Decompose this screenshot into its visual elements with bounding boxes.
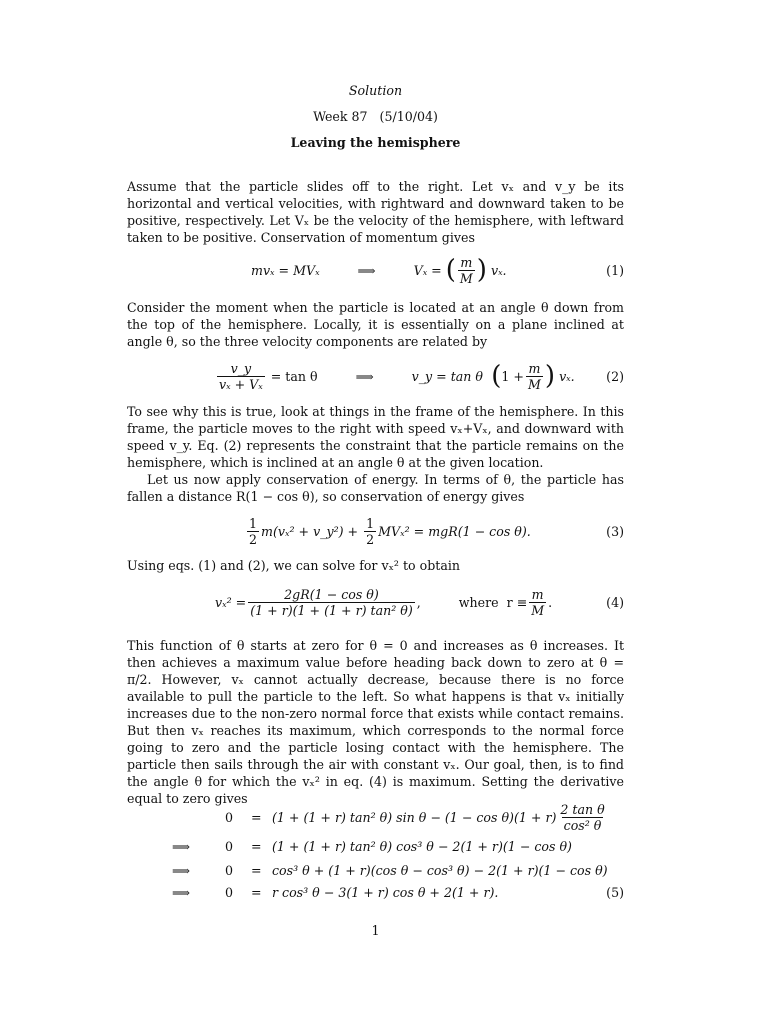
eq5-row-2-rhs: (1 + (1 + r) tan² θ) cos³ θ − 2(1 + r)(1 − cos θ) (272, 838, 572, 854)
page-number: 1 (371, 923, 380, 938)
eq1-left: mvₓ = MVₓ (251, 262, 320, 278)
eq3-number: (3) (606, 523, 624, 539)
eq5-row-3: ⟹ 0 = cos³ θ + (1 + r)(cos θ − cos³ θ) − 2(1 + r)(1 − cos θ) (172, 862, 608, 878)
eq2-arrow: ⟹ (355, 368, 374, 384)
eq5-row-1-rhs: (1 + (1 + r) tan² θ) sin θ − (1 − cos θ)(1 + r) (272, 809, 557, 825)
eq4-num: 2gR(1 − cos θ) (284, 586, 379, 602)
eq5-number: (5) (606, 884, 624, 900)
eq4-period: . (548, 594, 553, 610)
eq4-comma: , (416, 594, 421, 610)
paragraph-3: To see why this is true, look at things in the frame of the hemisphere. In this frame, the particle moves to the right with speed vₓ+Vₓ, and downward with speed v_y. Eq. (2) represents the constraint that the particle remains on the hemisphere, which is inclined at an angle θ at the given location. (127, 404, 624, 470)
eq2-frac-den: vₓ + Vₓ (219, 376, 263, 392)
eq1-number: (1) (606, 262, 624, 278)
paragraph-4: Let us now apply conservation of energy. In terms of θ, the particle has fallen a distance R(1 − cos θ), so conservation of energy gives (127, 472, 624, 504)
eq4-where: where r ≡ (458, 594, 528, 610)
eq5-row-3-rhs: cos³ θ + (1 + r)(cos θ − cos³ θ) − 2(1 + r)(1 − cos θ) (272, 862, 608, 878)
equation-4 (127, 580, 624, 624)
eq2-fraction (217, 361, 265, 392)
eq2-frac2-den: M (527, 376, 541, 392)
eq3-half-1: $\frac{1}{2}$ (249, 515, 258, 547)
equation-2: $\frac{v\_y}{\text{vₓ + Vₓ}}$ = tan θ ⟹ v_y = tan θ ( 1 + $\frac{m}{M}$ ) vₓ. (2) (127, 354, 624, 398)
equation-1: mvₓ = MVₓ ⟹ Vₓ = ( $\frac{m}{M}$ ) vₓ. (1) (127, 248, 624, 292)
eq1-frac-den: M (459, 270, 473, 286)
eq3-term-1: m(vₓ² + v_y²) + (261, 523, 359, 539)
eq2-paren-pre: 1 + (501, 368, 524, 384)
paragraph-1: Assume that the particle slides off to the right. Let vₓ and v_y be its horizontal and vertical velocities, with rightward and downward taken to be positive, respectively. Let Vₓ be the velocity of the hemisphere, with leftward taken to be positive. Conservation of momentum gives (127, 179, 624, 245)
eq5-row-1-fraction: $\frac{\text{2 tan θ}}{\text{cos² θ}}$ (560, 801, 605, 833)
eq4-r-den: M (531, 602, 545, 618)
paragraph-5: Using eqs. (1) and (2), we can solve for vₓ² to obtain (127, 558, 460, 573)
eq1-arrow: ⟹ (357, 262, 376, 278)
eq3-half-2: $\frac{1}{2}$ (366, 515, 375, 547)
eq1-fraction (458, 255, 475, 286)
eq4-r-num: m (531, 586, 544, 602)
eq2-fraction-2 (526, 361, 543, 392)
eq4-number: (4) (606, 594, 624, 610)
equation-3 (127, 509, 624, 553)
paragraph-2: Consider the moment when the particle is located at an angle θ down from the top of the hemisphere. Locally, it is essentially on a plane inclined at angle θ, so the three velocity components are related by (127, 300, 624, 349)
eq5-row-1: 0 = (1 + (1 + r) tan² θ) sin θ − (1 − cos θ)(1 + r) $\frac{\text{2 tan θ}}{\text{cos² θ}}$ (225, 801, 605, 833)
paragraph-6: This function of θ starts at zero for θ = 0 and increases as θ increases. It then achieves a maximum value before heading back down to zero at θ = π/2. However, vₓ cannot actually decrease, because there is no force available to pull the particle to the left. So what happens is that vₓ initially increases due to the non-zero normal force that exists while contact remains. But then vₓ reaches its maximum, which corresponds to the normal force going to zero and the particle losing contact with the hemisphere. The particle then sails through the air with constant vₓ. Our goal, then, is to find the angle θ for which the vₓ² in eq. (4) is maximum. Setting the derivative equal to zero gives (127, 638, 624, 806)
header-week: Week 87 (5/10/04) (313, 109, 438, 124)
header-solution: Solution (348, 83, 403, 98)
eq2-right-pre: v_y = tan θ (411, 368, 483, 384)
eq1-right-post: vₓ. (490, 262, 507, 278)
eq4-fraction (248, 587, 415, 618)
eq4-lhs: vₓ² = (215, 594, 247, 610)
eq2-frac2-num: m (528, 360, 541, 376)
eq2-right-post: vₓ. (559, 368, 575, 384)
eq1-frac-num: m (460, 254, 473, 270)
eq4-den: (1 + r)(1 + (1 + r) tan² θ) (250, 602, 413, 618)
eq3-term-2: MVₓ² = mgR(1 − cos θ). (378, 523, 531, 539)
eq5-row-4: ⟹ 0 = r cos³ θ − 3(1 + r) cos θ + 2(1 + r). (5) (172, 884, 624, 900)
eq4-r-fraction (529, 587, 546, 618)
eq5-row-4-rhs: r cos³ θ − 3(1 + r) cos θ + 2(1 + r). (272, 884, 499, 900)
eq2-left-post: = tan θ (270, 368, 318, 384)
eq2-number: (2) (606, 368, 624, 384)
paper-title: Leaving the hemisphere (290, 135, 461, 150)
eq2-frac-num: v_y (230, 360, 252, 376)
eq5-row-2: ⟹ 0 = (1 + (1 + r) tan² θ) cos³ θ − 2(1 + r)(1 − cos θ) (172, 838, 572, 854)
eq1-right-pre: Vₓ = (413, 262, 446, 278)
